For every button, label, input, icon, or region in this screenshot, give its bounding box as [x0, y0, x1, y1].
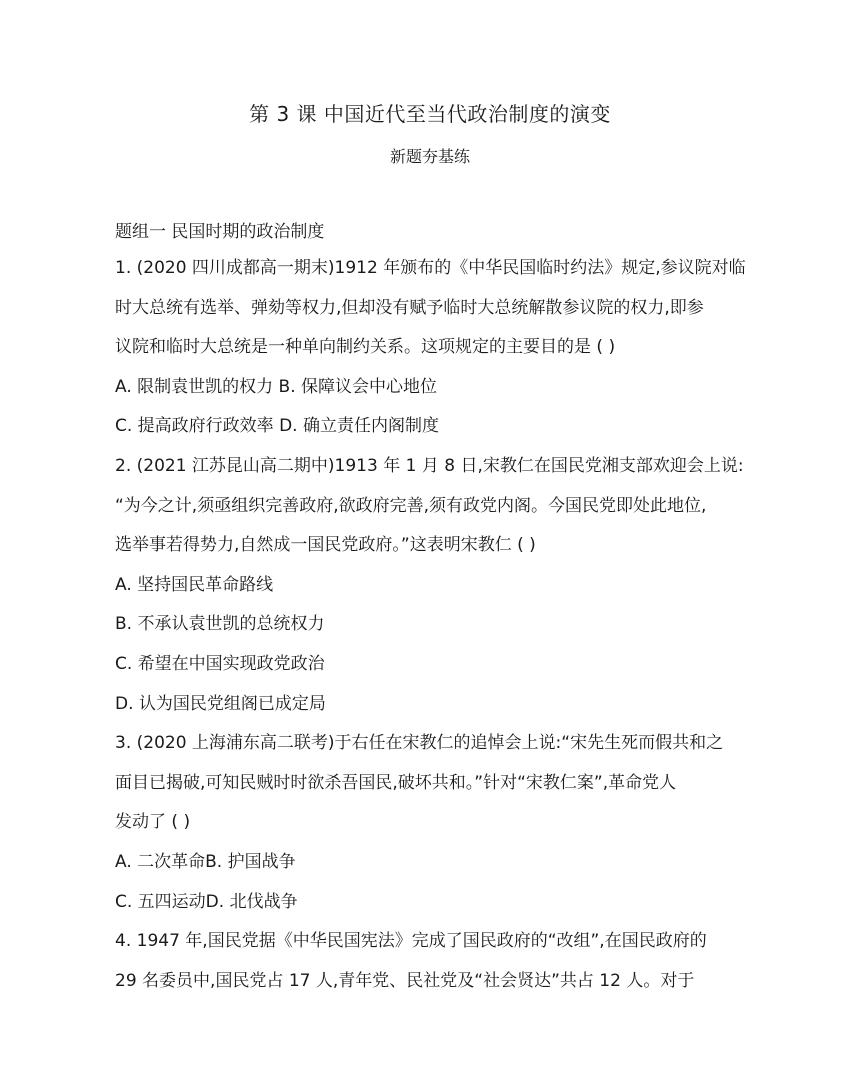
answer-options-line: A. 限制袁世凯的权力 B. 保障议会中心地位 [115, 376, 438, 397]
answer-options-line: C. 提高政府行政效率 D. 确立责任内阁制度 [115, 416, 439, 437]
question-text-line: 发动了 ( ) [115, 812, 191, 833]
document-body [115, 218, 755, 1006]
question-2 [115, 452, 755, 729]
answer-option: C. 希望在中国实现政党政治 [115, 653, 325, 674]
page-title: 第 3 课 中国近代至当代政治制度的演变 [249, 102, 611, 126]
question-text-line: 议院和临时大总统是一种单向制约关系。这项规定的主要目的是 ( ) [115, 337, 616, 358]
page-subtitle: 新题夯基练 [389, 147, 470, 166]
question-text-line: 面目已揭破,可知民贼时时欲杀吾国民,破坏共和。”针对“宋教仁案”,革命党人 [115, 772, 677, 793]
question-1 [115, 254, 755, 452]
answer-options-line: A. 二次革命B. 护国战争 [115, 851, 296, 872]
question-text-line: 时大总统有选举、弹劾等权力,但却没有赋予临时大总统解散参议院的权力,即参 [115, 297, 704, 318]
answer-options-line: C. 五四运动D. 北伐战争 [115, 891, 298, 912]
answer-option: A. 坚持国民革命路线 [115, 574, 274, 595]
question-text-line: 4. 1947 年,国民党据《中华民国宪法》完成了国民政府的“改组”,在国民政府的 [115, 931, 707, 952]
question-text-line: “为今之计,须亟组织完善政府,欲政府完善,须有政党内阁。今国民党即处此地位, [115, 495, 707, 516]
question-text-line: 2. (2021 江苏昆山高二期中)1913 年 1 月 8 日,宋教仁在国民党湘支部欢迎会上说: [115, 455, 744, 476]
question-text-line: 3. (2020 上海浦东高二联考)于右任在宋教仁的追悼会上说:“宋先生死而假共和之 [115, 733, 724, 754]
question-text-line: 选举事若得势力,自然成一国民党政府。”这表明宋教仁 ( ) [115, 535, 536, 556]
question-3 [115, 729, 755, 927]
section-heading: 题组一 民国时期的政治制度 [115, 222, 325, 242]
answer-option: B. 不承认袁世凯的总统权力 [115, 614, 325, 635]
question-text-line: 29 名委员中,国民党占 17 人,青年党、民社党及“社会贤达”共占 12 人。对于 [115, 970, 695, 991]
question-text-line: 1. (2020 四川成都高一期末)1912 年颁布的《中华民国临时约法》规定,参议院对临 [115, 258, 746, 278]
answer-option: D. 认为国民党组阁已成定局 [115, 693, 326, 714]
question-4 [115, 927, 755, 1006]
